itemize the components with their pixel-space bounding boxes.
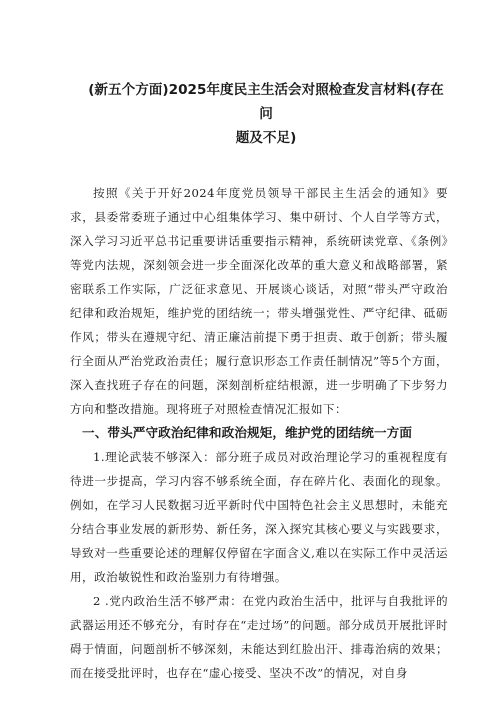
document-title (70, 78, 448, 150)
list-item-text: 理论武装不够深入：部分班子成员对政治理论学习的重视程度有待进一步提高，学习内容不够系统全面，存在碎片化、表面化的现象。例如，在学习人民数据习近平新时代中国特色社会主义思想时，未能充分结合事业发展的新形势、新任务，深入探究其核心要义与实践要求，导致对一些重要论述的理解仅停留在字面含义,难以在实际工作中灵活运用，政治敏锐性和政治鉴别力有待增强。 (70, 450, 448, 584)
list-item-number: 1. (93, 450, 105, 464)
title-line-2: 题及不足) (235, 130, 297, 146)
list-item-1 (70, 445, 448, 589)
list-item-text: 党内政治生活不够严肃：在党内政治生活中，批评与自我批评的武器运用还不够充分，有时存在“走过场”的问题。部分成员开展批评时碍于情面，问题剖析不够深刻，未能达到红脸出汗、排毒治病的效果；而在接受批评时，也存在“虚心接受、坚决不改”的情况，对自身 (70, 594, 448, 680)
title-line-1: (新五个方面)2025年度民主生活会对照检查发言材料(存在问 (88, 82, 444, 122)
section-heading-1: 一、带头严守政治纪律和政治规矩，维护党的团结统一方面 (82, 425, 413, 440)
list-item-number: 2 . (93, 594, 110, 608)
list-item-2 (70, 589, 448, 685)
intro-paragraph: 按照《关于开好2024年度党员领导干部民主生活会的通知》要求，县委常委班子通过中心组集体学习、集中研讨、个人自学等方式，深入学习习近平总书记重要讲话重要指示精神，系统研读党章、《条例》等党内法规，深刻领会进一步全面深化改革的重大意义和战略部署，紧密联系工作实际，广泛征求意见、开展谈心谈话，对照“带头严守政治纪律和政治规矩，维护党的团结统一；带头增强党性、严守纪律、砥砺作风；带头在遵规守纪、清正廉洁前提下勇于担责、敢于创新；带头履行全面从严治党政治责任；履行意识形态工作责任制情况”等5个方面，深入查找班子存在的问题，深刻剖析症结根源，进一步明确了下步努力方向和整改措施。现将班子对照检查情况汇报如下： (70, 186, 448, 416)
document-body (70, 181, 448, 685)
